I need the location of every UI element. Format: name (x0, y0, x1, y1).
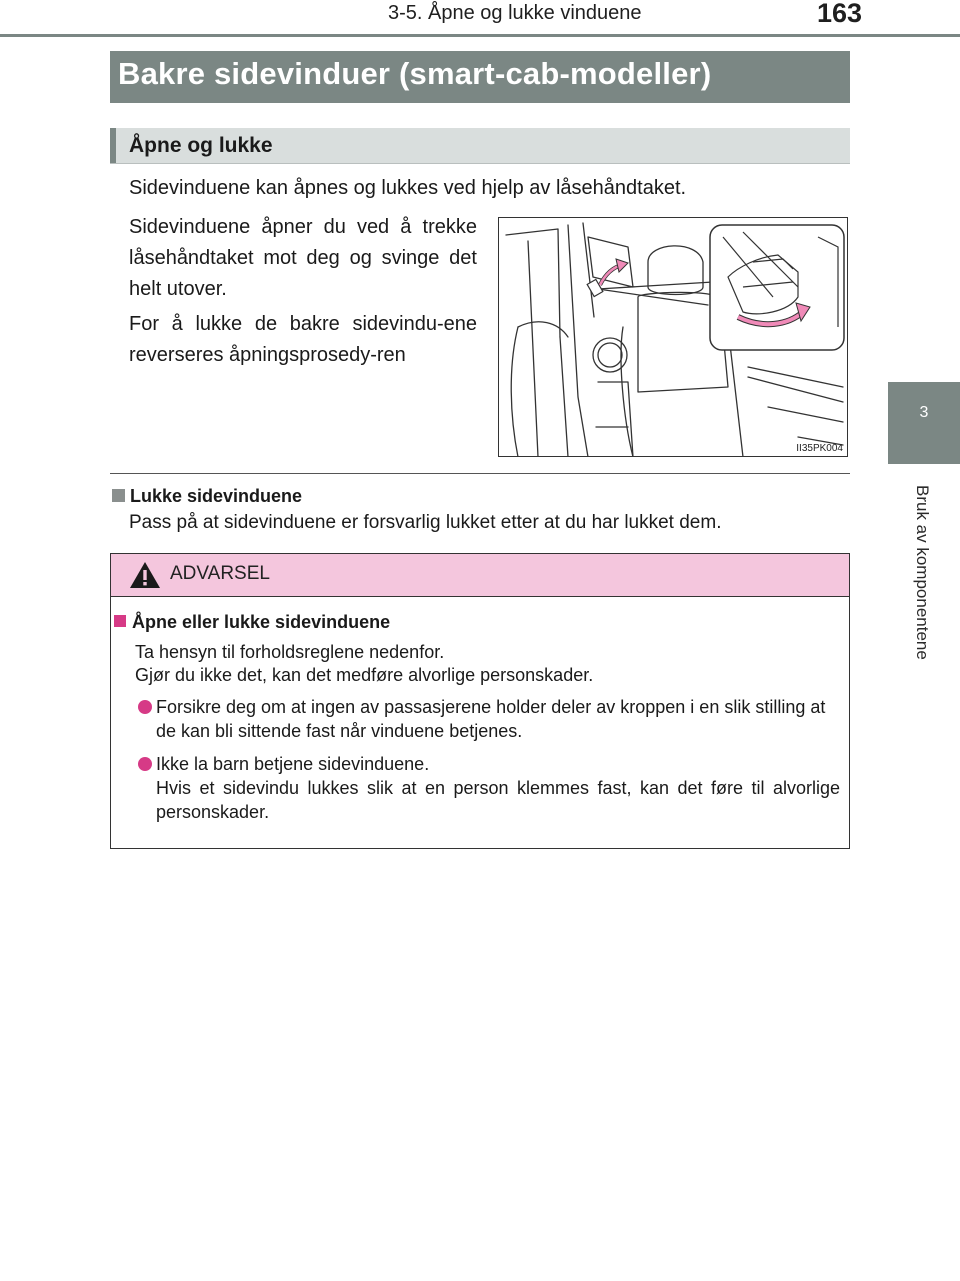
chapter-number: 3 (919, 404, 929, 421)
subheading: Åpne og lukke (129, 134, 273, 157)
square-bullet-icon (112, 489, 125, 502)
window-lock-illustration (498, 217, 848, 457)
bullet-icon (138, 757, 152, 771)
section-header: 3-5. Åpne og lukke vinduene (388, 2, 642, 24)
close-paragraph: For å lukke de bakre sidevindu-ene reverseres åpningsprosedy-ren (129, 313, 477, 366)
header-rule (0, 34, 960, 37)
page-number: 163 (817, 0, 863, 28)
warning-line-1: Ta hensyn til forholdsreglene nedenfor. (135, 642, 445, 662)
open-paragraph: Sidevinduene åpner du ved å trekke låsehåndtaket mot deg og svinge det helt utover. (129, 216, 477, 300)
intro-paragraph: Sidevinduene kan åpnes og lukkes ved hjelp av låsehåndtaket. (129, 177, 687, 199)
warning-line-2: Gjør du ikke det, kan det medføre alvorlige personskader. (135, 665, 594, 685)
warning-bullet-2-line-2: Hvis et sidevindu lukkes slik at en person klemmes fast, kan det føre til alvorlige personskader. (156, 778, 840, 822)
warning-heading (114, 612, 390, 633)
warning-bullet-2-line-1: Ikke la barn betjene sidevinduene. (156, 754, 430, 774)
warning-title: ADVARSEL (170, 563, 270, 584)
illustration-code: II35PK004 (796, 443, 843, 454)
bullet-icon (138, 700, 152, 714)
lukke-text: Pass på at sidevinduene er forsvarlig lukket etter at du har lukket dem. (129, 512, 722, 533)
warning-heading-text: Åpne eller lukke sidevinduene (132, 612, 391, 632)
section-divider (110, 473, 850, 474)
page-title: Bakre sidevinduer (smart-cab-modeller) (118, 56, 712, 91)
chapter-tab (888, 382, 960, 464)
lukke-heading (112, 486, 302, 507)
square-bullet-icon (114, 615, 126, 627)
warning-intro (135, 641, 593, 687)
chapter-title: Bruk av komponentene (913, 485, 932, 660)
subheading-underline (110, 163, 850, 164)
warning-bullet-2 (156, 752, 840, 824)
warning-bullet-1: Forsikre deg om at ingen av passasjerene holder deler av kroppen i en slik stilling at de kan bli sittende fast når vinduene betjenes. (156, 697, 826, 741)
lukke-heading-text: Lukke sidevinduene (130, 486, 303, 506)
warning-triangle-icon (129, 561, 161, 589)
subheading-accent (110, 128, 116, 164)
